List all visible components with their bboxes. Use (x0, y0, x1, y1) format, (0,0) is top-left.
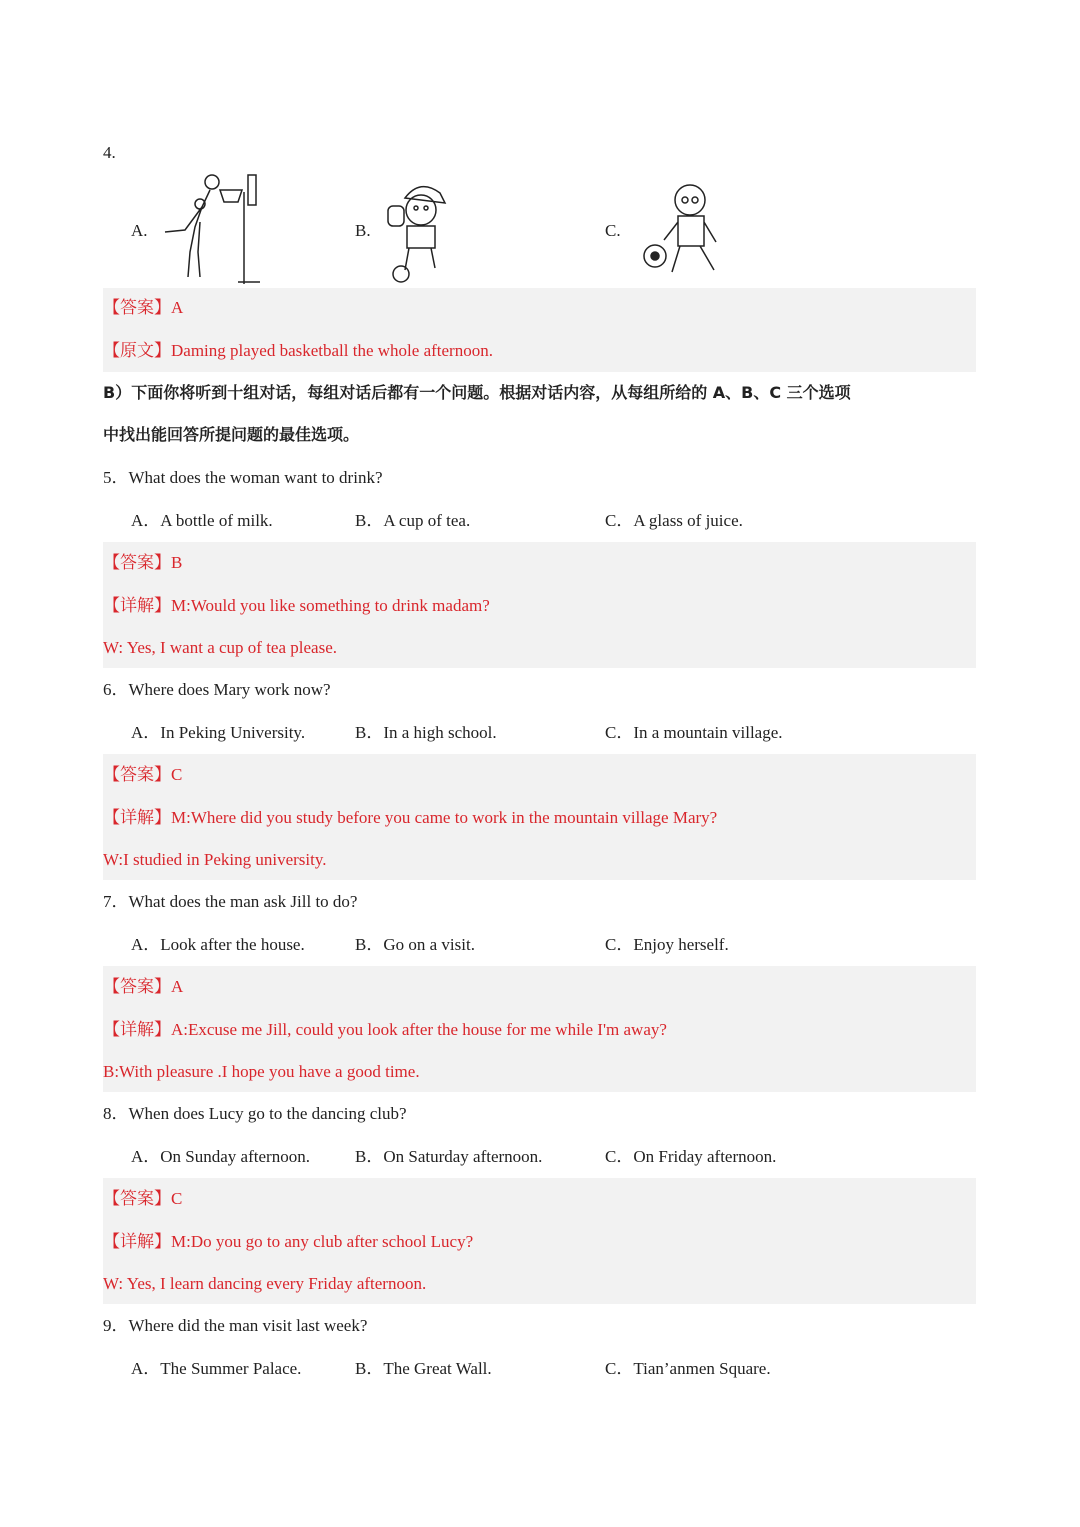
answer-line (103, 1188, 182, 1210)
detail-line (103, 1231, 473, 1253)
option-a: A．A bottle of milk. (131, 511, 273, 530)
answer-line (103, 297, 183, 319)
option-c: C．In a mountain village. (605, 723, 783, 742)
option-b: B．On Saturday afternoon. (355, 1147, 543, 1166)
answer-tag: 【答案】 (103, 977, 171, 996)
answer-value: B (171, 553, 183, 572)
section-b-instruction-line1: B）下面你将听到十组对话，每组对话后都有一个问题。根据对话内容，从每组所给的 A、B、C 三个选项 (103, 383, 851, 402)
answer-line (103, 764, 182, 786)
answer-value: A (171, 977, 184, 996)
detail-tag: 【详解】 (103, 596, 171, 615)
answer-tag: 【答案】 (103, 298, 171, 317)
answer-value: C (171, 1189, 183, 1208)
option-b: B．In a high school. (355, 723, 497, 742)
boy-with-cap-picture (385, 178, 455, 286)
basketball-player-picture (160, 172, 265, 287)
answer-tag: 【答案】 (103, 553, 171, 572)
section-b-instruction-line2: 中找出能回答所提问题的最佳选项。 (103, 425, 360, 444)
option-a-label: A. (131, 221, 148, 240)
question-text: 8．When does Lucy go to the dancing club? (103, 1104, 407, 1123)
question-text: 7．What does the man ask Jill to do? (103, 892, 358, 911)
transcript-text: Daming played basketball the whole afternoon. (171, 341, 493, 360)
detail-text: M:Do you go to any club after school Lucy? (171, 1232, 474, 1251)
answer-value: A (171, 298, 184, 317)
question-text: 5．What does the woman want to drink? (103, 468, 383, 487)
detail-tag: 【详解】 (103, 808, 171, 827)
option-a: A．In Peking University. (131, 723, 306, 742)
option-a: A．The Summer Palace. (131, 1359, 302, 1378)
detail-tag: 【详解】 (103, 1232, 171, 1251)
detail-line-2: W: Yes, I want a cup of tea please. (103, 638, 337, 657)
option-c: C．Enjoy herself. (605, 935, 729, 954)
detail-line-2: B:With pleasure .I hope you have a good time. (103, 1062, 420, 1081)
option-c: C．A glass of juice. (605, 511, 743, 530)
question-number: 4. (103, 143, 116, 162)
question-9: 9．Where did the man visit last week? (103, 1316, 368, 1335)
detail-line (103, 1019, 667, 1041)
answer-line (103, 552, 182, 574)
option-c: C．On Friday afternoon. (605, 1147, 777, 1166)
option-a: A．On Sunday afternoon. (131, 1147, 310, 1166)
detail-line (103, 807, 717, 829)
option-a: A．Look after the house. (131, 935, 305, 954)
transcript-line (103, 340, 493, 362)
option-b-label: B. (355, 221, 371, 240)
answer-tag: 【答案】 (103, 765, 171, 784)
detail-text: A:Excuse me Jill, could you look after the house for me while I'm away? (171, 1020, 667, 1039)
detail-line-2: W: Yes, I learn dancing every Friday afternoon. (103, 1274, 427, 1293)
answer-tag: 【答案】 (103, 1189, 171, 1208)
answer-value: C (171, 765, 183, 784)
option-b: B．Go on a visit. (355, 935, 475, 954)
answer-line (103, 976, 183, 998)
question-text: 6．Where does Mary work now? (103, 680, 331, 699)
option-b: B．The Great Wall. (355, 1359, 492, 1378)
transcript-tag: 【原文】 (103, 341, 171, 360)
detail-line-2: W:I studied in Peking university. (103, 850, 327, 869)
boy-playing-football-picture (642, 180, 732, 280)
detail-line (103, 595, 490, 617)
detail-text: M:Where did you study before you came to work in the mountain village Mary? (171, 808, 718, 827)
detail-tag: 【详解】 (103, 1020, 171, 1039)
detail-text: M:Would you like something to drink madam? (171, 596, 490, 615)
option-c: C．Tian’anmen Square. (605, 1359, 771, 1378)
option-c-label: C. (605, 221, 621, 240)
option-b: B．A cup of tea. (355, 511, 471, 530)
